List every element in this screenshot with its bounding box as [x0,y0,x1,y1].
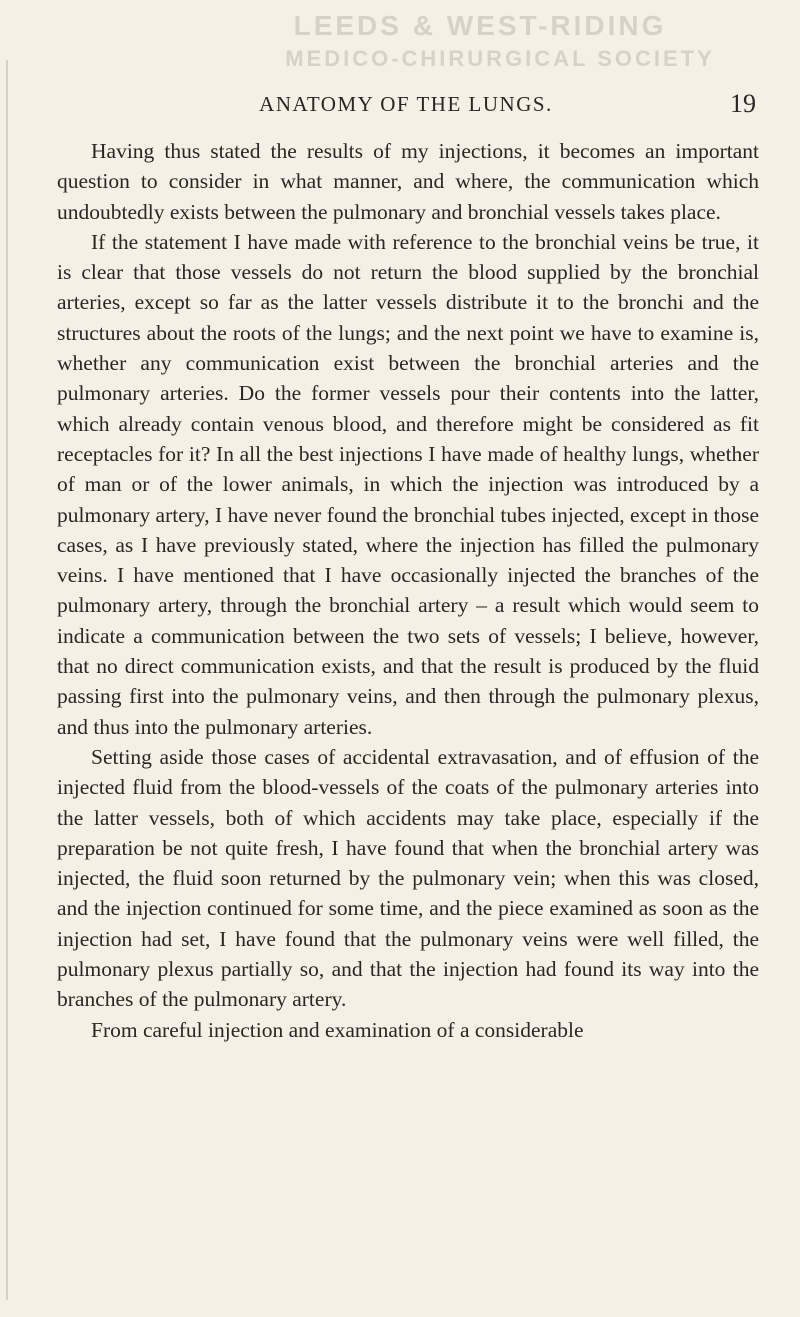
paragraph-3: Setting aside those cases of accidental extravasation, and of effusion of the injected fluid from the blood-vessels of the coats of the pulmonary arteries into the latter vessels, both of which accidents may take place, especially if the preparation be not quite fresh, I have found that when the bronchial artery was injected, the fluid soon returned by the pulmonary vein; when this was closed, and the injection continued for some time, and the piece examined as soon as the injection had set, I have found that the pulmonary veins were well filled, the pulmonary plexus partially so, and that the injection had found its way into the branches of the pulmonary artery. [57,744,759,1012]
paragraph-1: Having thus stated the results of my injections, it becomes an important question to consider in what manner, and where, the communication which undoubtedly exists between the pulmonary and bronchial vessels takes place. [57,139,759,224]
page-edge-shadow [6,60,8,1300]
library-stamp-line1: LEEDS & WEST-RIDING [293,10,667,41]
body-text [57,136,759,1045]
paragraph-2: If the statement I have made with reference to the bronchial veins be true, it is clear that those vessels do not return the blood supplied by the bronchial arteries, except so far as the latter vessels distribute it to the bronchi and the structures about the roots of the lungs; and the next point we have to examine is, whether any communication exist between the bronchial arteries and the pulmonary arteries. Do the former vessels pour their contents into the latter, which already contain venous blood, and therefore might be considered as fit receptacles for it? In all the best injections I have made of healthy lungs, whether of man or of the lower animals, in which the injection was introduced by a pulmonary artery, I have never found the bronchial tubes injected, except in those cases, as I have previously stated, where the injection has filled the pulmonary veins. I have mentioned that I have occasionally injected the branches of the pulmonary artery, through the bronchial artery – a result which would seem to indicate a communication between the two sets of vessels; I believe, however, that no direct communication exists, and that the result is produced by the fluid passing first into the pulmonary veins, and then through the pulmonary plexus, and thus into the pulmonary arteries. [57,229,759,739]
paragraph-4: From careful injection and examination of a considerable [91,1017,584,1042]
page-number: 19 [730,89,756,118]
page-header [56,89,756,122]
library-stamp-line2: MEDICO-CHIRURGICAL SOCIETY [285,46,715,71]
running-title: ANATOMY OF THE LUNGS. [259,92,553,116]
